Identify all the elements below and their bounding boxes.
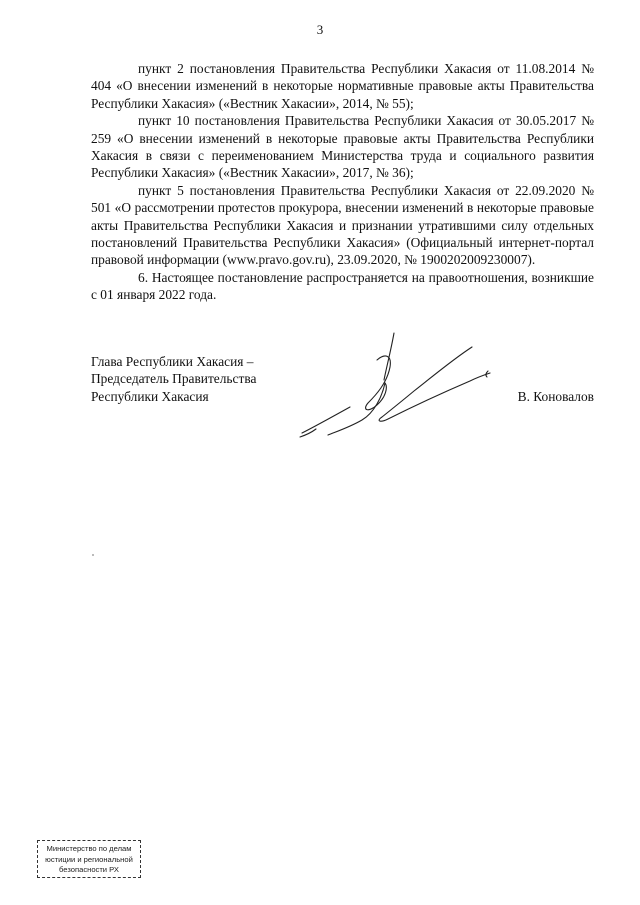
paragraph-item-5: пункт 5 постановления Правительства Республики Хакасия от 22.09.2020 № 501 «О рассмотрении протестов прокурора, внесении изменений в некоторые правовые акты Правительства Республики Хакасия и признании утратившими силу отдельных постановлений Правительства Республики Хакасия» (Официальный интернет-портал правовой информации (www.pravo.gov.ru), 23.09.2020, № 1900202009230007). xyxy=(91,182,594,268)
document-body xyxy=(91,60,594,304)
position-line-1: Глава Республики Хакасия – xyxy=(91,354,254,369)
position-line-3: Республики Хакасия xyxy=(91,388,209,404)
paragraph-item-2: пункт 2 постановления Правительства Республики Хакасия от 11.08.2014 № 404 «О внесении изменений в некоторые нормативные правовые акты Правительства Республики Хакасия» («Вестник Хакасии», 2014, № 55); xyxy=(91,61,594,111)
handwritten-signature xyxy=(292,325,502,445)
page-number: 3 xyxy=(316,22,324,37)
paragraph-clause-6: 6. Настоящее постановление распространяется на правоотношения, возникшие с 01 января 2022 года. xyxy=(91,269,594,303)
stamp-line-1: Министерство по делам xyxy=(46,844,132,853)
stamp-line-2: юстиции и региональной xyxy=(45,854,133,864)
signer-name: В. Коновалов xyxy=(517,388,594,404)
signer-position xyxy=(91,353,256,405)
scan-speck xyxy=(92,554,94,556)
stamp-line-3: безопасности РХ xyxy=(59,865,119,874)
paragraph-item-10: пункт 10 постановления Правительства Республики Хакасия от 30.05.2017 № 259 «О внесении изменений в некоторые правовые акты Правительства Республики Хакасия в связи с переименованием Министерства труда и социального развития Республики Хакасия» («Вестник Хакасии», 2017, № 36); xyxy=(91,113,594,181)
position-line-2: Председатель Правительства xyxy=(91,371,257,387)
registration-stamp xyxy=(37,840,141,878)
